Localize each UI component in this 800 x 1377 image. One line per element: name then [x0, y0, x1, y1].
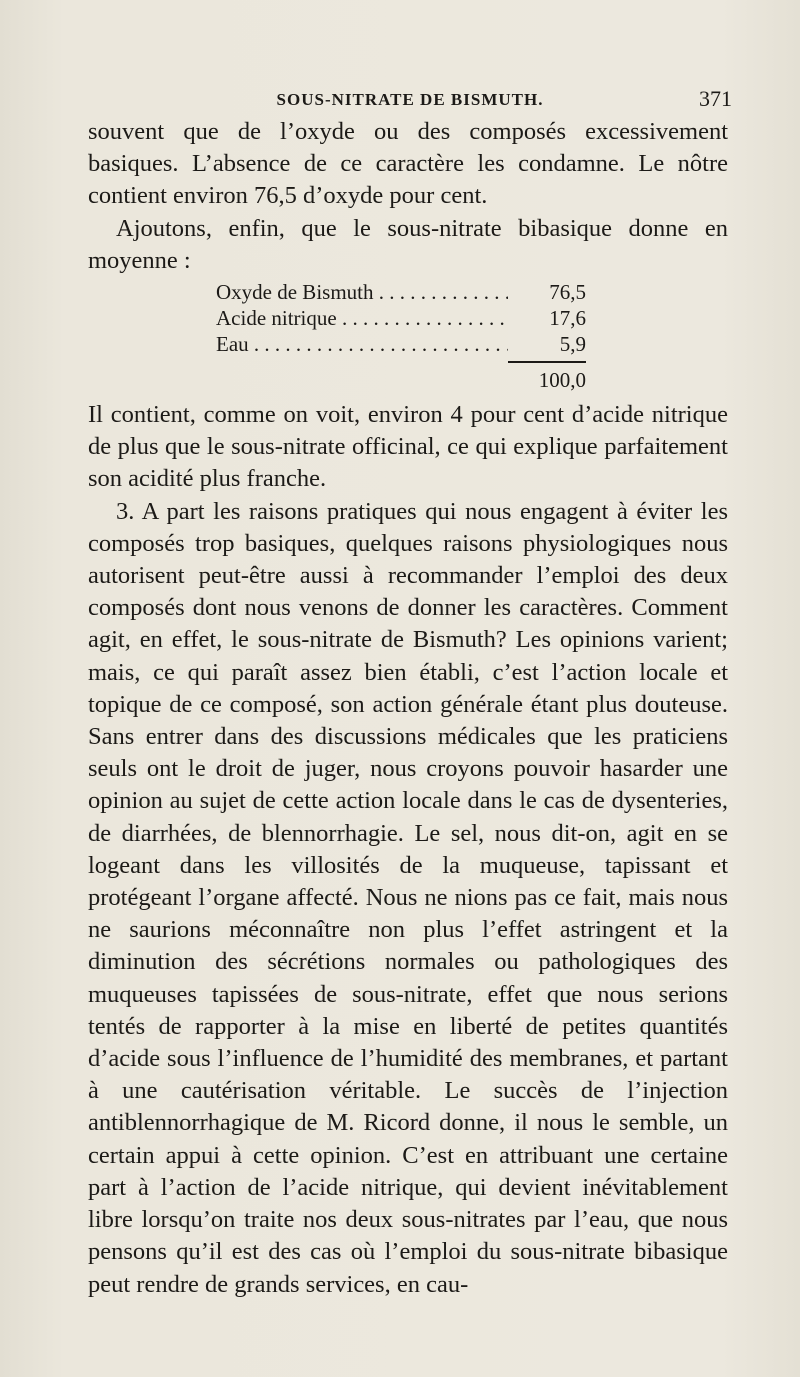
paragraph-2: Ajoutons, enfin, que le sous-nitrate bibasique donne en moyenne :	[88, 214, 728, 274]
composition-row	[216, 305, 586, 331]
composition-label: Eau . . .	[216, 331, 508, 357]
composition-row	[216, 279, 586, 305]
running-head	[80, 86, 740, 116]
body-text	[88, 116, 728, 1301]
running-title: SOUS-NITRATE DE BISMUTH.	[276, 90, 544, 109]
paragraph-3: Il contient, comme on voit, environ 4 pour cent d’acide nitrique de plus que le sous-nitrate officinal, ce qui explique parfaitement son acidité plus franche.	[88, 401, 728, 493]
composition-total: 100,0	[538, 368, 586, 393]
paragraph-1: souvent que de l’oxyde ou des composés excessivement basiques. L’absence de ce caractère les condamne. Le nôtre contient environ 76,5 d’oxyde pour cent.	[88, 118, 728, 210]
composition-row	[216, 331, 586, 357]
composition-label: Acide nitrique . . .	[216, 305, 508, 331]
paragraph-4: 3. A part les raisons pratiques qui nous engagent à éviter les composés trop basiques, quelques raisons physiologiques nous autorisent peut-être aussi à recommander l’emploi des deux composés dont nous venons de donner les caractères. Comment agit, en effet, le sous-nitrate de Bismuth? Les opinions varient; mais, ce qui paraît assez bien établi, c’est l’action locale et topique de ce composé, son action générale étant plus douteuse. Sans entrer dans des discussions médicales que les praticiens seuls ont le droit de juger, nous croyons pouvoir hasarder une opinion au sujet de cette action locale dans le cas de dysenteries, de diarrhées, de blennorrhagie. Le sel, nous dit-on, agit en se logeant dans les villosités de la muqueuse, tapissant et protégeant l’organe affecté. Nous ne nions pas ce fait, mais nous ne saurions méconnaître non plus l’effet astringent et la diminution des sécrétions normales ou pathologiques des muqueuses tapissées de sous-nitrate, effet que nous serions tentés de rapporter à la mise en liberté de petites quantités d’acide sous l’influence de l’humidité des membranes, et partant à une cautérisation véritable. Le succès de l’injection antiblennorrhagique de M. Ricord donne, il nous le semble, un certain appui à cette opinion. C’est en attribuant une certaine part à l’action de l’acide nitrique, qui devient inévitablement libre lorsqu’on traite nos deux sous-nitrates par l’eau, que nous pensons qu’il est des cas où l’emploi du sous-nitrate bibasique peut rendre de grands services, en cau-	[88, 497, 728, 1298]
page-number: 371	[699, 86, 732, 111]
composition-label: Oxyde de Bismuth . . .	[216, 279, 508, 305]
composition-value: 5,9	[508, 331, 586, 357]
composition-value: 17,6	[508, 305, 586, 331]
composition-value: 76,5	[508, 279, 586, 305]
composition-table	[216, 279, 586, 393]
sum-rule	[508, 361, 586, 363]
